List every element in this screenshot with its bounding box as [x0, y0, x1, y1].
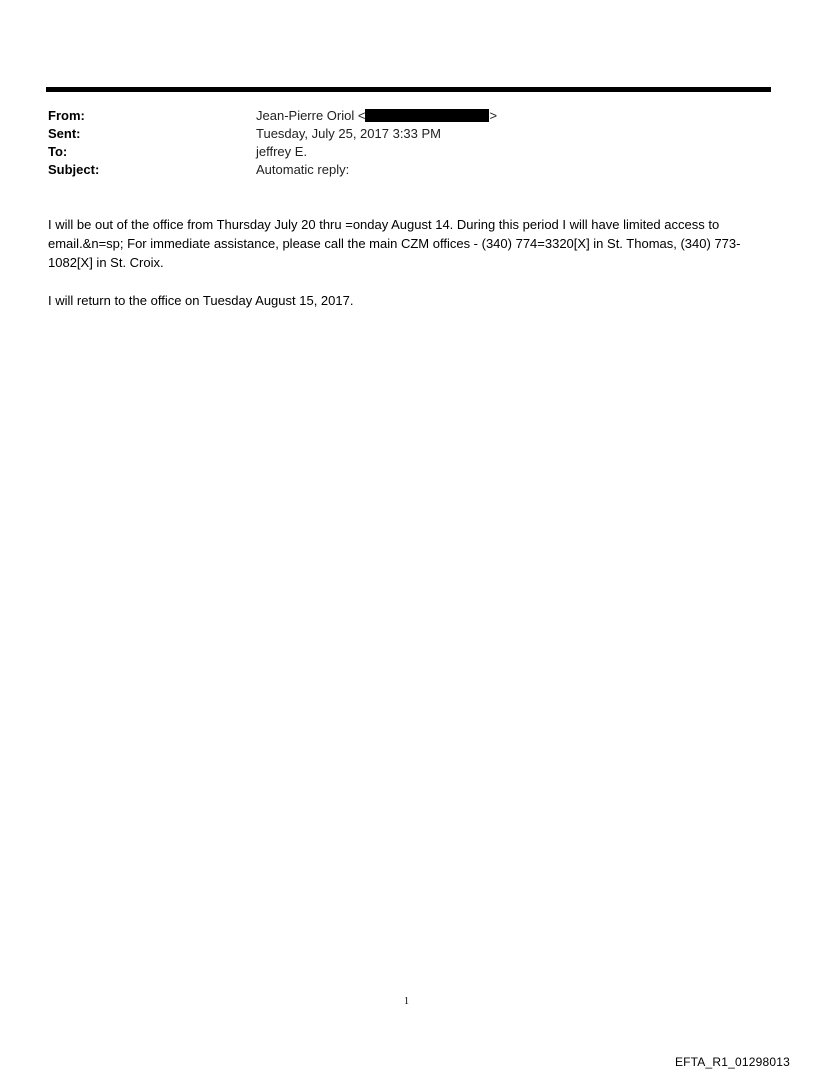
sender-email-close: >: [489, 108, 498, 123]
document-id: EFTA_R1_01298013: [674, 1055, 790, 1069]
to-row: [48, 143, 748, 161]
to-value: jeffrey E.: [256, 144, 308, 159]
body-paragraph-1: I will be out of the office from Thursday July 20 thru =onday August 14. During this period I will have limited access to email.&n=sp; For immediate assistance, please call the main CZM offices - (340) 774=3320[X] in St. Thomas, (340) 773-1082[X] in St. Croix.: [48, 217, 741, 270]
header-divider: [46, 87, 771, 92]
email-header: [48, 107, 748, 179]
to-label: To:: [48, 144, 68, 159]
subject-value: Automatic reply:: [256, 162, 350, 177]
from-label: From:: [48, 108, 85, 123]
sender-name: Jean-Pierre Oriol: [256, 108, 355, 123]
sent-value: Tuesday, July 25, 2017 3:33 PM: [256, 126, 441, 141]
redacted-email-block: [365, 109, 489, 122]
from-row: [48, 107, 748, 125]
subject-row: [48, 161, 748, 179]
sent-row: [48, 125, 748, 143]
email-body: [48, 215, 760, 329]
subject-label: Subject:: [48, 162, 100, 177]
page-number: 1: [404, 996, 409, 1007]
from-value: [256, 107, 497, 125]
sent-label: Sent:: [48, 126, 81, 141]
sender-email-open: <: [357, 108, 366, 123]
body-paragraph-2: I will return to the office on Tuesday August 15, 2017.: [48, 293, 354, 308]
